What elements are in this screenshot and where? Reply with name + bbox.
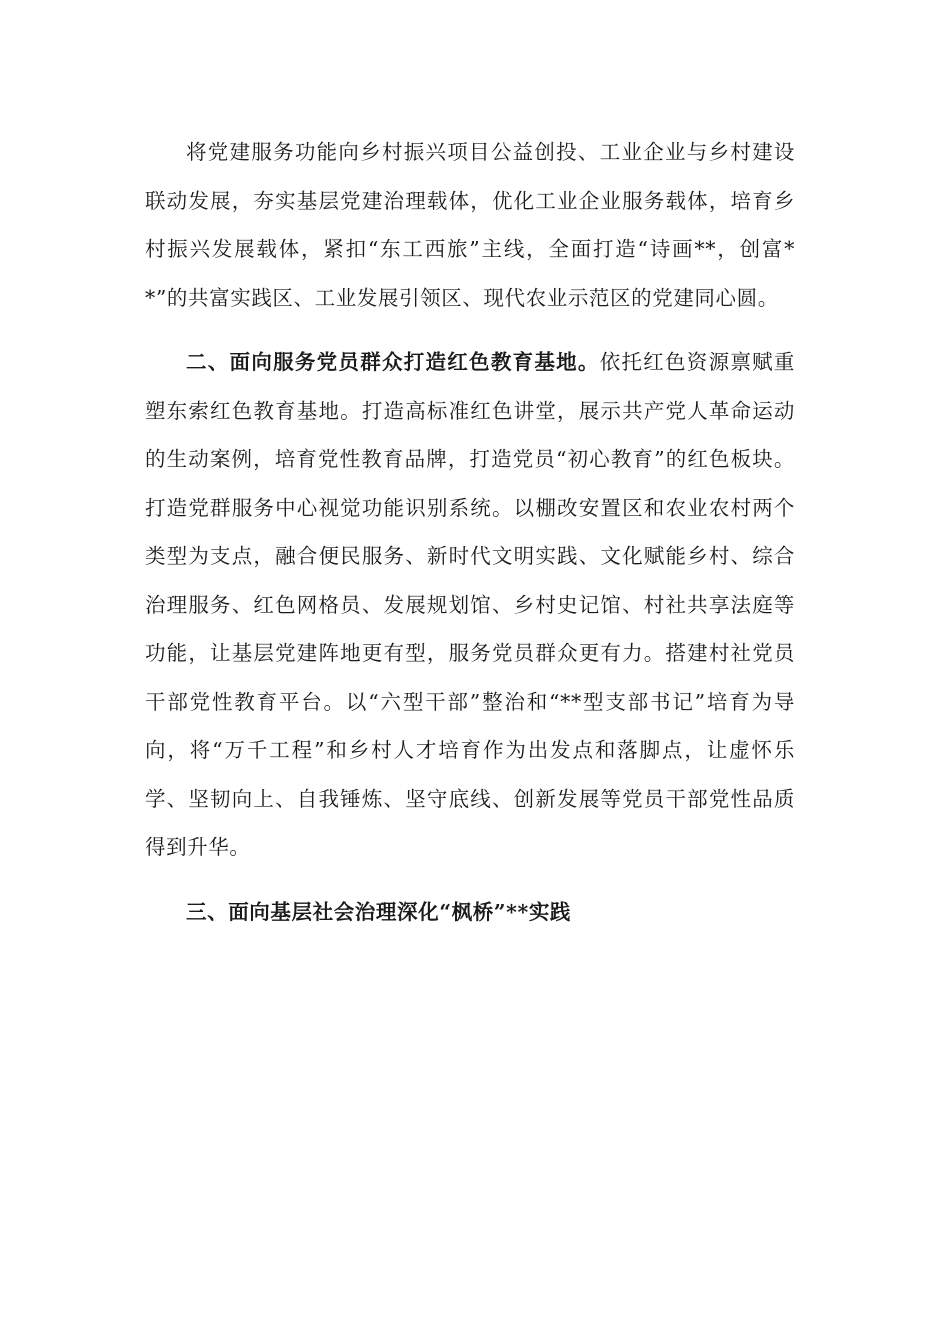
- paragraph-1: [145, 128, 795, 322]
- paragraph-1-text: 将党建服务功能向乡村振兴项目公益创投、工业企业与乡村建设联动发展，夯实基层党建治理载体，优化工业企业服务载体，培育乡村振兴发展载体，紧扣“东工西旅”主线，全面打造“诗画**，创富**”的共富实践区、工业发展引领区、现代农业示范区的党建同心圆。: [145, 140, 795, 310]
- paragraph-3: [145, 888, 795, 937]
- paragraph-2: [145, 338, 795, 872]
- document-body: [145, 128, 795, 936]
- section-heading-3: 三、面向基层社会治理深化“枫桥”**实践: [186, 899, 572, 924]
- paragraph-2-text: 依托红色资源禀赋重塑东索红色教育基地。打造高标准红色讲堂，展示共产党人革命运动的生动案例，培育党性教育品牌，打造党员“初心教育”的红色板块。打造党群服务中心视觉功能识别系统。以棚改安置区和农业农村两个类型为支点，融合便民服务、新时代文明实践、文化赋能乡村、综合治理服务、红色网格员、发展规划馆、乡村史记馆、村社共享法庭等功能，让基层党建阵地更有型，服务党员群众更有力。搭建村社党员干部党性教育平台。以“六型干部”整治和“**型支部书记”培育为导向，将“万千工程”和乡村人才培育作为出发点和落脚点，让虚怀乐学、坚韧向上、自我锤炼、坚守底线、创新发展等党员干部党性品质得到升华。: [145, 350, 795, 859]
- section-heading-2: 二、面向服务党员群众打造红色教育基地。: [186, 350, 600, 374]
